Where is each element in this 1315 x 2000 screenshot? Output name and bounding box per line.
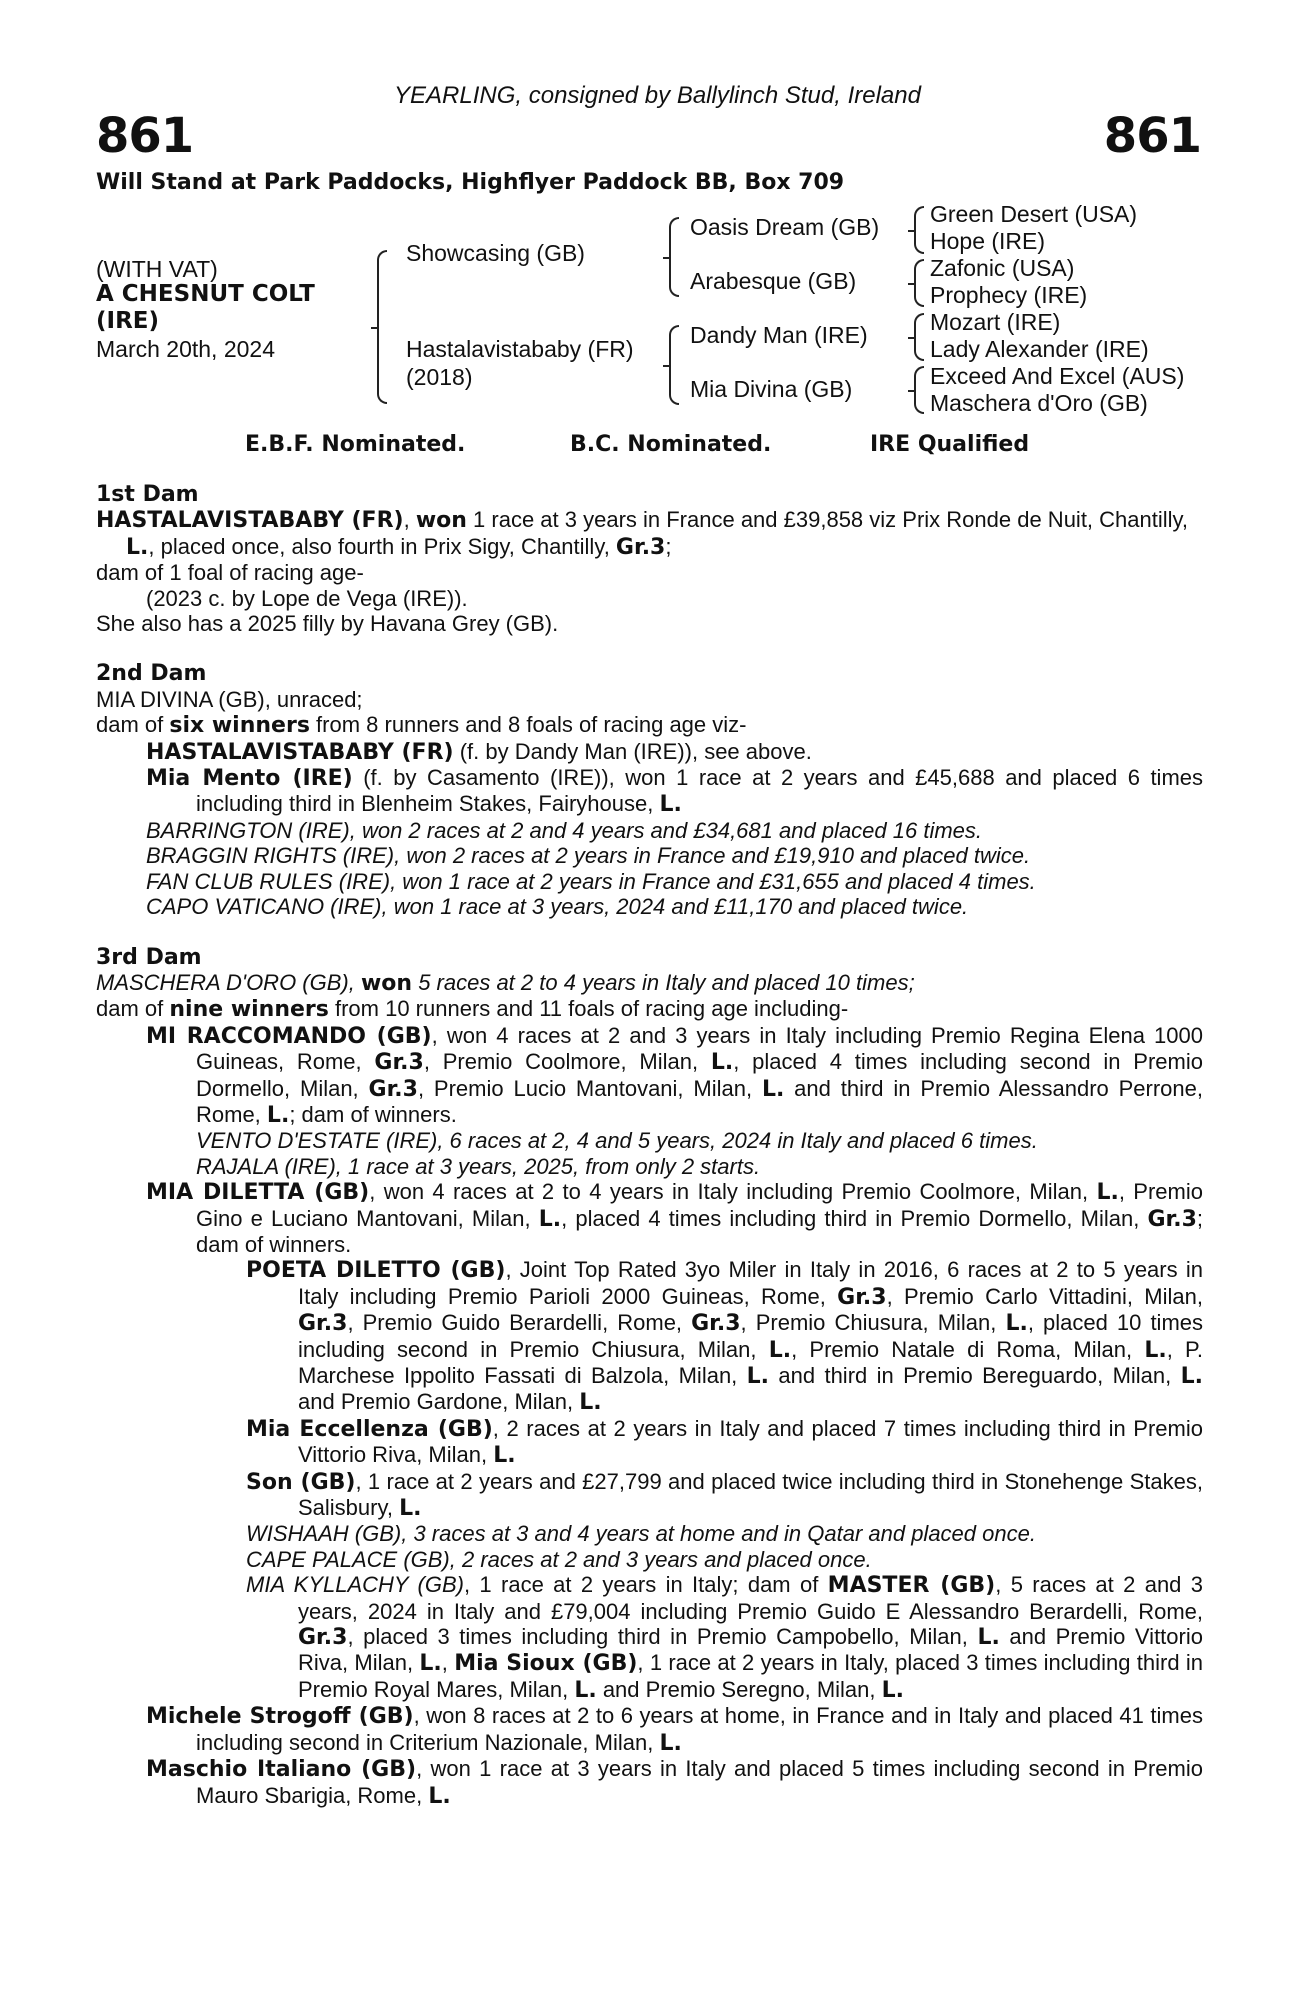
offspring-mia-diletta: MIA DILETTA (GB), won 4 races at 2 to 4 years in Italy including Premio Coolmore, Milan, L., Premio Gino e Luciano Mantovani, Milan, L., placed 4 times including third in Premio Dormello, Milan, Gr.3; dam of winners. [146,1179,1203,1257]
first-dam-foal: (2023 c. by Lope de Vega (IRE)). [146,585,468,611]
sale-subtitle: YEARLING, consigned by Ballylinch Stud, Ireland [394,82,921,109]
lot-number-left: 861 [96,108,194,164]
third-dam-produce: dam of nine winners from 10 runners and 11 foals of racing age including- [96,996,849,1023]
offspring-barrington: BARRINGTON (IRE), won 2 races at 2 and 4 years and £34,681 and placed 16 times. [146,817,983,843]
ebf-nomination: E.B.F. Nominated. [245,432,466,457]
offspring-rajala: RAJALA (IRE), 1 race at 3 years, 2025, from only 2 starts. [196,1153,761,1179]
offspring-mia-mento: Mia Mento (IRE) (f. by Casamento (IRE)), won 1 race at 2 years and £45,688 and placed 6 times including third in Blenheim Stakes, Fairyhouse, L. [146,765,1204,818]
granddam-6: Lady Alexander (IRE) [930,336,1149,362]
dam-year: (2018) [406,364,473,390]
catalogue-body [96,482,1203,1809]
third-dam-record: MASCHERA D'ORO (GB), won 5 races at 2 to 4 years in Italy and placed 10 times; [96,969,915,996]
pedigree-brace-2a [669,217,679,297]
offspring-maschio-italiano: Maschio Italiano (GB), won 1 race at 3 years in Italy and placed 5 times including second in Premio Mauro Sbarigia, Rome, L. [146,1756,1203,1809]
third-dam-heading: 3rd Dam [96,944,202,970]
pedigree-brace-3b [914,259,924,307]
pedigree-brace-2b [669,325,679,405]
won-label: won [415,508,467,534]
offspring-vento-destate: VENTO D'ESTATE (IRE), 6 races at 2, 4 and 5 years, 2024 in Italy and placed 6 times. [196,1128,1038,1154]
sire-sire: Oasis Dream (GB) [690,214,880,240]
granddam-2: Hope (IRE) [930,228,1046,254]
vat-note: (WITH VAT) [96,256,218,282]
grandsire-3: Zafonic (USA) [930,255,1075,281]
offspring-hastalavistababy: HASTALAVISTABABY (FR) (f. by Dandy Man (IRE)), see above. [146,738,812,765]
offspring-mia-kyllachy: MIA KYLLACHY (GB), 1 race at 2 years in Italy; dam of MASTER (GB), 5 races at 2 and 3 years, 2024 in Italy and £79,004 including Premio Guido E Alessandro Berardelli, Rome, Gr.3, placed 3 times including third in Premio Campobello, Milan, L. and Premio Vittorio Riva, Milan, L., Mia Sioux (GB), 1 race at 2 years in Italy, placed 3 times including third in Premio Royal Mares, Milan, L. and Premio Seregno, Milan, L. [246,1572,1203,1703]
ire-qualification: IRE Qualified [870,432,1030,457]
offspring-capo-vaticano: CAPO VATICANO (IRE), won 1 race at 3 years, 2024 and £11,170 and placed twice. [146,894,969,920]
horse-name-country: (IRE) [96,308,160,334]
horse-name: A CHESNUT COLT [96,281,315,307]
first-dam-record: HASTALAVISTABABY (FR), won 1 race at 3 years in France and £39,858 viz Prix Ronde de Nuit, Chantilly, L., placed once, also fourth in Prix Sigy, Chantilly, Gr.3; [96,507,1189,560]
dam: Hastalavistababy (FR) [406,336,634,362]
offspring-son: Son (GB), 1 race at 2 years and £27,799 and placed twice including third in Stonehenge Stakes, Salisbury, L. [246,1468,1203,1522]
first-dam-also: She also has a 2025 filly by Havana Grey (GB). [96,611,559,637]
second-dam-name: MIA DIVINA (GB), unraced; [96,686,363,712]
sire-dam: Arabesque (GB) [690,268,857,294]
foaling-date: March 20th, 2024 [96,336,276,362]
sire: Showcasing (GB) [406,240,585,266]
granddam-4: Prophecy (IRE) [930,282,1088,308]
pedigree-brace-3c [914,313,924,361]
grandsire-7: Exceed And Excel (AUS) [930,363,1185,389]
second-dam-produce: dam of six winners from 8 runners and 8 foals of racing age viz- [96,712,747,739]
offspring-mia-eccellenza: Mia Eccellenza (GB), 2 races at 2 years in Italy and placed 7 times including third in Premio Vittorio Riva, Milan, L. [246,1415,1203,1469]
stand-location: Will Stand at Park Paddocks, Highflyer Paddock BB, Box 709 [96,170,845,195]
offspring-michele-strogoff: Michele Strogoff (GB), won 8 races at 2 to 6 years at home, in France and in Italy and placed 41 times including second in Criterium Nazionale, Milan, L. [146,1703,1203,1756]
grandsire-1: Green Desert (USA) [930,201,1138,227]
first-dam-produce: dam of 1 foal of racing age- [96,560,364,586]
offspring-braggin-rights: BRAGGIN RIGHTS (IRE), won 2 races at 2 years in France and £19,910 and placed twice. [146,843,1031,869]
granddam-8: Maschera d'Oro (GB) [930,390,1148,416]
first-dam-heading: 1st Dam [96,482,199,507]
pedigree-brace-1 [377,250,387,404]
offspring-cape-palace: CAPE PALACE (GB), 2 races at 2 and 3 years and placed once. [246,1546,872,1572]
group-mark: Gr.3 [615,534,666,560]
first-dam-name: HASTALAVISTABABY (FR) [96,508,404,534]
grandsire-5: Mozart (IRE) [930,309,1061,335]
offspring-mi-raccomando: MI RACCOMANDO (GB), won 4 races at 2 and 3 years in Italy including Premio Regina Elena 1000 Guineas, Rome, Gr.3, Premio Coolmore, Milan, L., placed 4 times including second in Premio Dormello, Milan, Gr.3, Premio Lucio Mantovani, Milan, L. and third in Premio Alessandro Perrone, Rome, L.; dam of winners. [146,1022,1203,1128]
second-dam-heading: 2nd Dam [96,661,207,687]
dam-sire: Dandy Man (IRE) [690,322,868,348]
dam-dam: Mia Divina (GB) [690,376,853,402]
offspring-wishaah: WISHAAH (GB), 3 races at 3 and 4 years at home and in Qatar and placed once. [246,1521,1036,1547]
offspring-poeta-diletto: POETA DILETTO (GB), Joint Top Rated 3yo Miler in Italy in 2016, 6 races at 2 to 5 years in Italy including Premio Parioli 2000 Guineas, Rome, Gr.3, Premio Carlo Vittadini, Milan, Gr.3, Premio Guido Berardelli, Rome, Gr.3, Premio Chiusura, Milan, L., placed 10 times including second in Premio Chiusura, Milan, L., Premio Natale di Roma, Milan, L., P. Marchese Ippolito Fassati di Balzola, Milan, L. and third in Premio Bereguardo, Milan, L. and Premio Gardone, Milan, L. [246,1257,1204,1416]
pedigree-brace-3a [914,206,924,254]
listed-mark: L. [126,534,149,560]
lot-number-right: 861 [1103,108,1201,164]
bc-nomination: B.C. Nominated. [570,432,772,457]
pedigree-brace-3d [914,366,924,414]
offspring-fan-club-rules: FAN CLUB RULES (IRE), won 1 race at 2 years in France and £31,655 and placed 4 times. [146,868,1036,894]
